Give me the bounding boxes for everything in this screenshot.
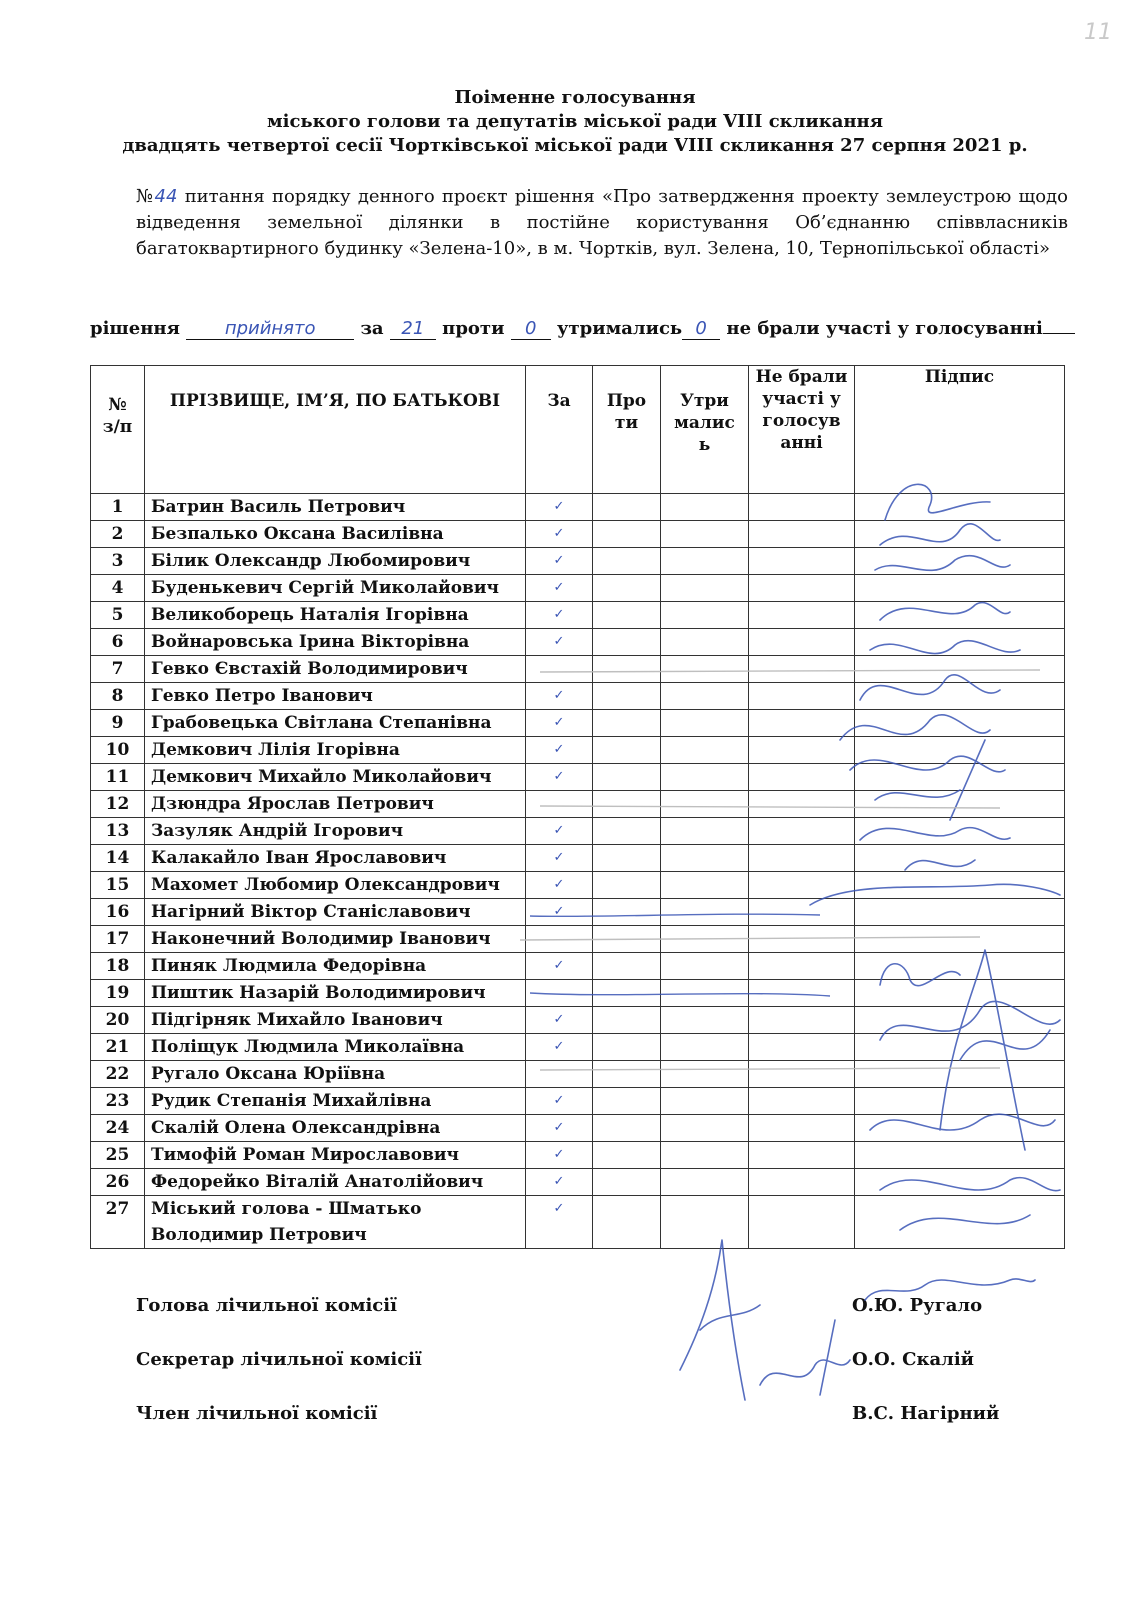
deputy-name: Гевко Петро Іванович — [145, 683, 526, 710]
signature-cell — [855, 1169, 1065, 1196]
row-number: 6 — [91, 629, 145, 656]
table-row — [91, 791, 1065, 818]
row-number: 16 — [91, 899, 145, 926]
row-number: 24 — [91, 1115, 145, 1142]
table-row — [91, 818, 1065, 845]
vote-not-voted-cell — [749, 791, 855, 818]
vote-against-cell — [593, 845, 661, 872]
vote-not-voted-cell — [749, 845, 855, 872]
commission-signatures — [136, 1295, 1006, 1457]
col-header-signature: Підпис — [855, 366, 1065, 494]
signature-cell — [855, 1196, 1065, 1249]
vote-not-voted-cell — [749, 872, 855, 899]
deputy-name: Скалій Олена Олександрівна — [145, 1115, 526, 1142]
vote-against-cell — [593, 494, 661, 521]
table-header-row — [91, 366, 1065, 494]
signature-cell — [855, 494, 1065, 521]
table-row — [91, 737, 1065, 764]
table-row — [91, 1007, 1065, 1034]
vote-against-cell — [593, 602, 661, 629]
signature-cell — [855, 1061, 1065, 1088]
deputy-name: Батрин Василь Петрович — [145, 494, 526, 521]
check-mark-icon: ✓ — [553, 499, 565, 514]
row-number: 13 — [91, 818, 145, 845]
vote-not-voted-cell — [749, 1088, 855, 1115]
vote-not-voted-cell — [749, 575, 855, 602]
vote-for-cell — [526, 710, 593, 737]
deputy-name: Великоборець Наталія Ігорівна — [145, 602, 526, 629]
vote-not-voted-cell — [749, 764, 855, 791]
signature-cell — [855, 548, 1065, 575]
signatory-line — [136, 1295, 1006, 1349]
vote-abstained-cell — [661, 1115, 749, 1142]
check-mark-icon: ✓ — [553, 1012, 565, 1027]
vote-against-cell — [593, 548, 661, 575]
signature-cell — [855, 1088, 1065, 1115]
deputy-name: Пиняк Людмила Федорівна — [145, 953, 526, 980]
signature-cell — [855, 980, 1065, 1007]
vote-not-voted-cell — [749, 710, 855, 737]
row-number: 17 — [91, 926, 145, 953]
vote-not-voted-cell — [749, 1196, 855, 1249]
vote-for-cell — [526, 764, 593, 791]
vote-not-voted-cell — [749, 899, 855, 926]
signature-cell — [855, 899, 1065, 926]
vote-abstained-cell — [661, 953, 749, 980]
decision-label: рішення — [90, 318, 180, 339]
header-line-3: двадцять четвертої сесії Чортківської міської ради VIII скликання 27 серпня 2021 р. — [122, 135, 1028, 156]
vote-abstained-cell — [661, 1142, 749, 1169]
vote-for-cell — [526, 656, 593, 683]
signatory-role: Голова лічильної комісії — [136, 1295, 397, 1316]
vote-against-cell — [593, 980, 661, 1007]
row-number: 7 — [91, 656, 145, 683]
vote-abstained-cell — [661, 1088, 749, 1115]
deputy-name: Калакайло Іван Ярославович — [145, 845, 526, 872]
deputy-name: Тимофій Роман Мирославович — [145, 1142, 526, 1169]
signatory-role: Член лічильної комісії — [136, 1403, 378, 1424]
table-row — [91, 845, 1065, 872]
signature-cell — [855, 1142, 1065, 1169]
vote-not-voted-cell — [749, 521, 855, 548]
vote-for-cell — [526, 1115, 593, 1142]
vote-not-voted-cell — [749, 1034, 855, 1061]
vote-abstained-cell — [661, 710, 749, 737]
vote-against-cell — [593, 953, 661, 980]
row-number: 25 — [91, 1142, 145, 1169]
header-line-1: Поіменне голосування — [454, 87, 696, 108]
col-header-not-voted: Не брали участі у голосув анні — [749, 366, 855, 494]
check-mark-icon: ✓ — [553, 607, 565, 622]
table-row — [91, 656, 1065, 683]
table-row — [91, 980, 1065, 1007]
not-voted-label: не брали участі у голосуванні — [726, 318, 1043, 339]
vote-not-voted-cell — [749, 683, 855, 710]
check-mark-icon: ✓ — [553, 823, 565, 838]
row-number: 10 — [91, 737, 145, 764]
table-body — [91, 494, 1065, 1249]
vote-not-voted-cell — [749, 494, 855, 521]
page-number-mark: 11 — [1084, 20, 1112, 45]
table-row — [91, 764, 1065, 791]
deputy-name: Ругало Оксана Юріївна — [145, 1061, 526, 1088]
signature-cell — [855, 845, 1065, 872]
row-number: 1 — [91, 494, 145, 521]
table-row — [91, 521, 1065, 548]
vote-for-cell — [526, 629, 593, 656]
vote-against-cell — [593, 899, 661, 926]
row-number: 12 — [91, 791, 145, 818]
vote-not-voted-cell — [749, 548, 855, 575]
vote-not-voted-cell — [749, 1061, 855, 1088]
vote-for-cell — [526, 899, 593, 926]
vote-for-cell — [526, 1196, 593, 1249]
signature-cell — [855, 575, 1065, 602]
signature-cell — [855, 602, 1065, 629]
vote-for-cell — [526, 818, 593, 845]
row-number: 21 — [91, 1034, 145, 1061]
vote-abstained-cell — [661, 494, 749, 521]
deputy-name: Войнаровська Ірина Вікторівна — [145, 629, 526, 656]
signature-cell — [855, 791, 1065, 818]
agenda-text: питання порядку денного проєкт рішення «Про затвердження проекту землеустрою щодо відведення земельної ділянки в постійне користування Об’єднанню співвласників багатоквартирного будинку «Зелена-10», в м. Чортків, вул. Зелена, 10, Тернопільської області» — [136, 186, 1068, 259]
vote-against-cell — [593, 629, 661, 656]
deputy-name: Безпалько Оксана Василівна — [145, 521, 526, 548]
decision-result: прийнято — [186, 318, 354, 340]
abstained-label: утримались — [557, 318, 683, 339]
row-number: 22 — [91, 1061, 145, 1088]
row-number: 18 — [91, 953, 145, 980]
signatory-line — [136, 1403, 1006, 1457]
check-mark-icon: ✓ — [553, 958, 565, 973]
vote-not-voted-cell — [749, 1007, 855, 1034]
check-mark-icon: ✓ — [553, 742, 565, 757]
agenda-number: 44 — [154, 186, 178, 207]
against-count: 0 — [511, 318, 551, 340]
vote-for-cell — [526, 953, 593, 980]
table-row — [91, 872, 1065, 899]
col-header-num: № з/п — [91, 366, 145, 494]
row-number: 4 — [91, 575, 145, 602]
vote-against-cell — [593, 1034, 661, 1061]
vote-against-cell — [593, 683, 661, 710]
vote-for-cell — [526, 683, 593, 710]
deputy-name: Демкович Лілія Ігорівна — [145, 737, 526, 764]
deputy-name: Нагірний Віктор Станіславович — [145, 899, 526, 926]
vote-not-voted-cell — [749, 629, 855, 656]
vote-against-cell — [593, 791, 661, 818]
vote-abstained-cell — [661, 1034, 749, 1061]
vote-not-voted-cell — [749, 1115, 855, 1142]
vote-for-cell — [526, 494, 593, 521]
table-row — [91, 1169, 1065, 1196]
check-mark-icon: ✓ — [553, 634, 565, 649]
vote-abstained-cell — [661, 575, 749, 602]
vote-not-voted-cell — [749, 1142, 855, 1169]
deputy-name: Рудик Степанія Михайлівна — [145, 1088, 526, 1115]
signature-cell — [855, 683, 1065, 710]
table-row — [91, 1115, 1065, 1142]
check-mark-icon: ✓ — [553, 877, 565, 892]
signatory-name: О.О. Скалій — [852, 1349, 975, 1370]
row-number: 26 — [91, 1169, 145, 1196]
check-mark-icon: ✓ — [553, 1201, 565, 1216]
vote-for-cell — [526, 548, 593, 575]
agenda-number-prefix: № — [136, 186, 155, 207]
check-mark-icon: ✓ — [553, 688, 565, 703]
table-row — [91, 548, 1065, 575]
vote-against-cell — [593, 575, 661, 602]
header-line-2: міського голови та депутатів міської ради VIII скликання — [266, 111, 884, 132]
check-mark-icon: ✓ — [553, 553, 565, 568]
vote-not-voted-cell — [749, 926, 855, 953]
decision-line — [90, 318, 1070, 340]
vote-abstained-cell — [661, 764, 749, 791]
vote-not-voted-cell — [749, 737, 855, 764]
signature-cell — [855, 1115, 1065, 1142]
check-mark-icon: ✓ — [553, 904, 565, 919]
check-mark-icon: ✓ — [553, 1120, 565, 1135]
check-mark-icon: ✓ — [553, 580, 565, 595]
vote-abstained-cell — [661, 845, 749, 872]
vote-abstained-cell — [661, 1007, 749, 1034]
vote-abstained-cell — [661, 980, 749, 1007]
signature-cell — [855, 629, 1065, 656]
row-number: 15 — [91, 872, 145, 899]
vote-abstained-cell — [661, 1061, 749, 1088]
not-voted-count — [1043, 333, 1075, 334]
table-row — [91, 1142, 1065, 1169]
deputy-name: Грабовецька Світлана Степанівна — [145, 710, 526, 737]
signatory-role: Секретар лічильної комісії — [136, 1349, 422, 1370]
vote-not-voted-cell — [749, 602, 855, 629]
table-row — [91, 1034, 1065, 1061]
vote-not-voted-cell — [749, 953, 855, 980]
vote-against-cell — [593, 1169, 661, 1196]
deputy-name: Гевко Євстахій Володимирович — [145, 656, 526, 683]
vote-against-cell — [593, 1061, 661, 1088]
check-mark-icon: ✓ — [553, 1093, 565, 1108]
vote-for-cell — [526, 1088, 593, 1115]
vote-against-cell — [593, 926, 661, 953]
vote-against-cell — [593, 710, 661, 737]
vote-for-cell — [526, 521, 593, 548]
check-mark-icon: ✓ — [553, 769, 565, 784]
col-header-name: ПРІЗВИЩЕ, ІМ’Я, ПО БАТЬКОВІ — [145, 366, 526, 494]
row-number: 3 — [91, 548, 145, 575]
against-label: проти — [442, 318, 505, 339]
vote-for-cell — [526, 737, 593, 764]
table-row — [91, 899, 1065, 926]
vote-against-cell — [593, 1115, 661, 1142]
vote-not-voted-cell — [749, 1169, 855, 1196]
vote-for-cell — [526, 602, 593, 629]
deputy-name: Дзюндра Ярослав Петрович — [145, 791, 526, 818]
vote-against-cell — [593, 1142, 661, 1169]
row-number: 19 — [91, 980, 145, 1007]
vote-abstained-cell — [661, 521, 749, 548]
row-number: 5 — [91, 602, 145, 629]
row-number: 11 — [91, 764, 145, 791]
signatory-name: О.Ю. Ругало — [852, 1295, 983, 1316]
row-number: 2 — [91, 521, 145, 548]
table-row — [91, 926, 1065, 953]
vote-for-cell — [526, 926, 593, 953]
col-header-abstained: Утри малис ь — [661, 366, 749, 494]
deputy-name: Міський голова - Шматько Володимир Петрович — [145, 1196, 526, 1249]
deputy-name: Демкович Михайло Миколайович — [145, 764, 526, 791]
vote-for-cell — [526, 872, 593, 899]
vote-against-cell — [593, 737, 661, 764]
vote-against-cell — [593, 1088, 661, 1115]
signature-cell — [855, 710, 1065, 737]
vote-for-cell — [526, 1169, 593, 1196]
vote-abstained-cell — [661, 548, 749, 575]
vote-for-cell — [526, 980, 593, 1007]
vote-against-cell — [593, 872, 661, 899]
signatory-name: В.С. Нагірний — [852, 1403, 1000, 1424]
deputy-name: Підгірняк Михайло Іванович — [145, 1007, 526, 1034]
vote-for-cell — [526, 845, 593, 872]
row-number: 23 — [91, 1088, 145, 1115]
signature-cell — [855, 872, 1065, 899]
deputy-name: Пиштик Назарій Володимирович — [145, 980, 526, 1007]
table-row — [91, 1196, 1065, 1249]
signature-cell — [855, 737, 1065, 764]
check-mark-icon: ✓ — [553, 850, 565, 865]
signature-cell — [855, 926, 1065, 953]
vote-for-cell — [526, 1034, 593, 1061]
vote-abstained-cell — [661, 737, 749, 764]
vote-for-cell — [526, 791, 593, 818]
for-label: за — [360, 318, 384, 339]
table-row — [91, 1088, 1065, 1115]
table-row — [91, 602, 1065, 629]
vote-against-cell — [593, 656, 661, 683]
vote-for-cell — [526, 1142, 593, 1169]
row-number: 8 — [91, 683, 145, 710]
vote-for-cell — [526, 1007, 593, 1034]
vote-against-cell — [593, 818, 661, 845]
deputy-name: Федорейко Віталій Анатолійович — [145, 1169, 526, 1196]
vote-abstained-cell — [661, 683, 749, 710]
vote-for-cell — [526, 1061, 593, 1088]
signature-cell — [855, 1007, 1065, 1034]
vote-against-cell — [593, 764, 661, 791]
signature-cell — [855, 764, 1065, 791]
signature-cell — [855, 656, 1065, 683]
vote-abstained-cell — [661, 926, 749, 953]
deputy-name: Наконечний Володимир Іванович — [145, 926, 526, 953]
vote-abstained-cell — [661, 791, 749, 818]
check-mark-icon: ✓ — [553, 526, 565, 541]
col-header-for: За — [526, 366, 593, 494]
table-row — [91, 629, 1065, 656]
signature-cell — [855, 953, 1065, 980]
deputy-name: Поліщук Людмила Миколаївна — [145, 1034, 526, 1061]
table-row — [91, 494, 1065, 521]
check-mark-icon: ✓ — [553, 1174, 565, 1189]
signatory-line — [136, 1349, 1006, 1403]
row-number: 9 — [91, 710, 145, 737]
row-number: 20 — [91, 1007, 145, 1034]
row-number: 14 — [91, 845, 145, 872]
signature-cell — [855, 818, 1065, 845]
deputy-name: Буденькевич Сергій Миколайович — [145, 575, 526, 602]
vote-not-voted-cell — [749, 818, 855, 845]
table-row — [91, 710, 1065, 737]
vote-abstained-cell — [661, 818, 749, 845]
vote-against-cell — [593, 1007, 661, 1034]
vote-against-cell — [593, 1196, 661, 1249]
vote-abstained-cell — [661, 872, 749, 899]
agenda-item — [136, 184, 1068, 262]
roll-call-table — [90, 365, 1065, 1249]
deputy-name: Махомет Любомир Олександрович — [145, 872, 526, 899]
vote-not-voted-cell — [749, 980, 855, 1007]
vote-abstained-cell — [661, 602, 749, 629]
row-number: 27 — [91, 1196, 145, 1249]
vote-abstained-cell — [661, 629, 749, 656]
col-header-against: Про ти — [593, 366, 661, 494]
for-count: 21 — [390, 318, 436, 340]
signature-cell — [855, 1034, 1065, 1061]
vote-abstained-cell — [661, 899, 749, 926]
table-row — [91, 683, 1065, 710]
check-mark-icon: ✓ — [553, 1039, 565, 1054]
deputy-name: Зазуляк Андрій Ігорович — [145, 818, 526, 845]
table-row — [91, 953, 1065, 980]
signature-cell — [855, 521, 1065, 548]
deputy-name: Білик Олександр Любомирович — [145, 548, 526, 575]
vote-not-voted-cell — [749, 656, 855, 683]
vote-abstained-cell — [661, 656, 749, 683]
check-mark-icon: ✓ — [553, 715, 565, 730]
vote-abstained-cell — [661, 1196, 749, 1249]
vote-against-cell — [593, 521, 661, 548]
table-row — [91, 1061, 1065, 1088]
check-mark-icon: ✓ — [553, 1147, 565, 1162]
vote-for-cell — [526, 575, 593, 602]
abstained-count: 0 — [682, 318, 720, 340]
vote-abstained-cell — [661, 1169, 749, 1196]
table-row — [91, 575, 1065, 602]
